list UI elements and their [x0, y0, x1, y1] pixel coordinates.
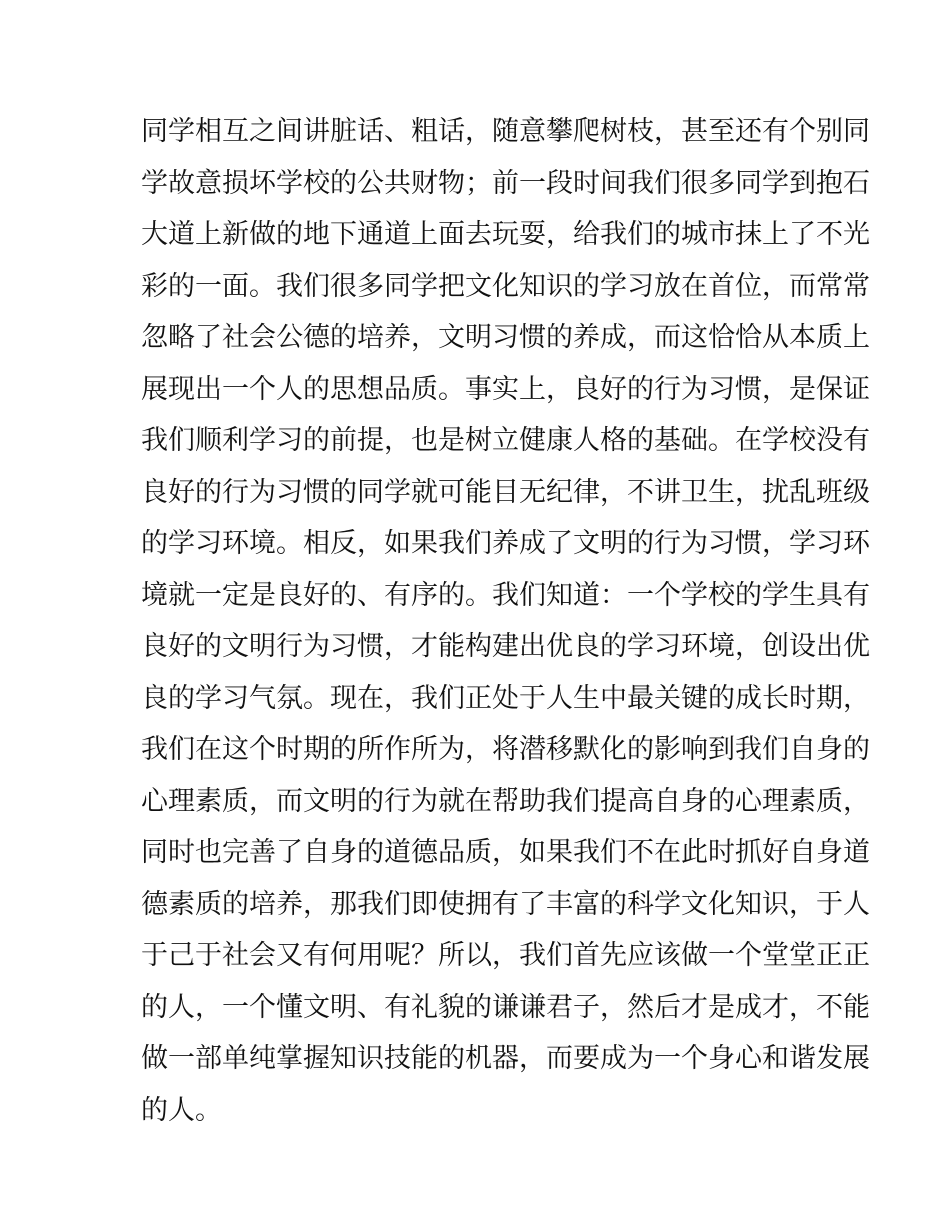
- text-line-19: 做一部单纯掌握知识技能的机器，而要成为一个身心和谐发展: [141, 1043, 870, 1074]
- text-line-15: 同时也完善了自身的道德品质，如果我们不在此时抓好自身道: [141, 837, 870, 868]
- text-line-18: 的人，一个懂文明、有礼貌的谦谦君子，然后才是成才，不能: [141, 991, 870, 1023]
- text-line-12: 良的学习气氛。现在，我们正处于人生中最关键的成长时期，: [141, 682, 870, 714]
- text-line-4: 彩的一面。我们很多同学把文化知识的学习放在首位，而常常: [141, 270, 870, 302]
- text-line-16: 德素质的培养，那我们即使拥有了丰富的科学文化知识，于人: [141, 888, 870, 920]
- text-line-9: 的学习环境。相反，如果我们养成了文明的行为习惯，学习环: [141, 528, 870, 559]
- text-line-8: 良好的行为习惯的同学就可能目无纪律，不讲卫生，扰乱班级: [141, 476, 870, 508]
- text-line-5: 忽略了社会公德的培养，文明习惯的养成，而这恰恰从本质上: [141, 322, 870, 353]
- text-line-13: 我们在这个时期的所作所为，将潜移默化的影响到我们自身的: [141, 734, 870, 765]
- text-line-10: 境就一定是良好的、有序的。我们知道：一个学校的学生具有: [141, 579, 870, 611]
- text-line-1: 同学相互之间讲脏话、粗话，随意攀爬树枝，甚至还有个别同: [141, 116, 870, 147]
- text-line-3: 大道上新做的地下通道上面去玩耍，给我们的城市抹上了不光: [141, 219, 870, 250]
- text-line-2: 学故意损坏学校的公共财物；前一段时间我们很多同学到抱石: [141, 167, 870, 199]
- text-line-17: 于己于社会又有何用呢？所以，我们首先应该做一个堂堂正正: [141, 940, 870, 971]
- text-line-20: 的人。: [141, 1094, 222, 1126]
- text-line-11: 良好的文明行为习惯，才能构建出优良的学习环境，创设出优: [141, 631, 870, 662]
- text-line-14: 心理素质，而文明的行为就在帮助我们提高自身的心理素质，: [141, 785, 870, 817]
- text-line-7: 我们顺利学习的前提，也是树立健康人格的基础。在学校没有: [141, 425, 870, 456]
- text-line-6: 展现出一个人的思想品质。事实上，良好的行为习惯，是保证: [141, 373, 870, 405]
- body-paragraph: [141, 106, 870, 1136]
